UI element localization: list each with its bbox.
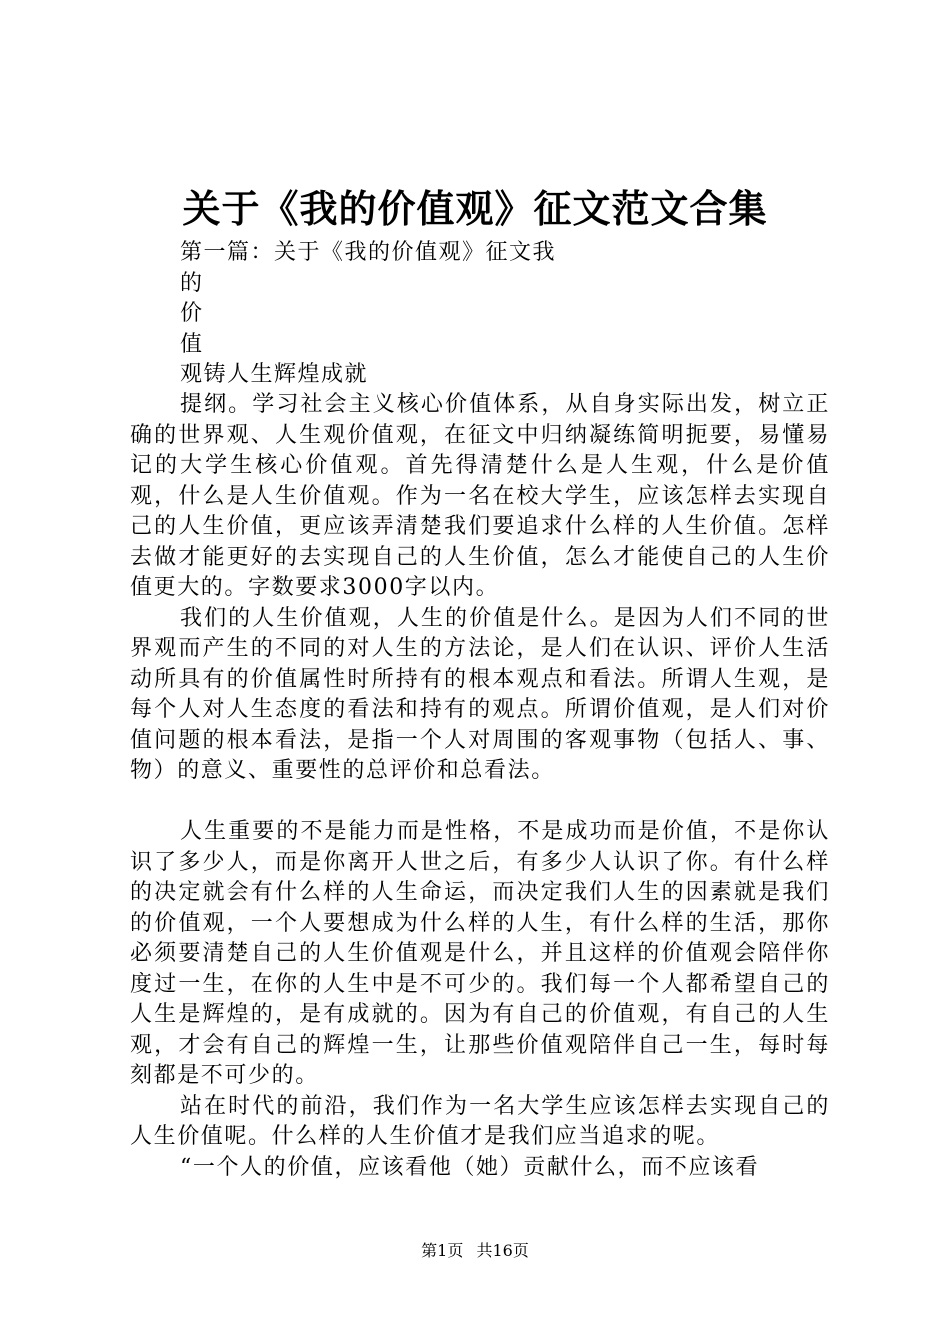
page-footer — [0, 1240, 950, 1262]
paragraph-spacer — [130, 787, 830, 818]
section-heading-line: 的 — [180, 270, 204, 296]
body-paragraph: 人生重要的不是能力而是性格，不是成功而是价值，不是你认识了多少人，而是你离开人世之后，有多少人认识了你。有什么样的决定就会有什么样的人生命运，而决定我们人生的因素就是我们的价值观，一个人要想成为什么样的人生，有什么样的生活，那你必须要清楚自己的人生价值观是什么，并且这样的价值观会陪伴你度过一生，在你的人生中是不可少的。我们每一个人都希望自己的人生是辉煌的，是有成就的。因为有自己的价值观，有自己的人生观，才会有自己的辉煌一生，让那些价值观陪伴自己一生，每时每刻都是不可少的。 — [130, 819, 830, 1088]
section-heading — [180, 238, 556, 391]
document-title: 关于《我的价值观》征文范文合集 — [182, 186, 768, 231]
document-body — [130, 390, 830, 1183]
page-number: 第1页 — [421, 1241, 464, 1260]
body-paragraph: 我们的人生价值观，人生的价值是什么。是因为人们不同的世界观而产生的不同的对人生的方法论，是人们在认识、评价人生活动所具有的价值属性时所持有的根本观点和看法。所谓人生观，是每个人对人生态度的看法和持有的观点。所谓价值观，是人们对价值问题的根本看法，是指一个人对周围的客观事物（包括人、事、物）的意义、重要性的总评价和总看法。 — [130, 605, 830, 783]
section-heading-line: 价 — [180, 301, 204, 326]
section-heading-line: 第一篇：关于《我的价值观》征文我 — [180, 240, 557, 265]
body-paragraph: 站在时代的前沿，我们作为一名大学生应该怎样去实现自己的人生价值呢。什么样的人生价值才是我们应当追求的呢。 — [130, 1093, 830, 1149]
body-paragraph: “一个人的价值，应该看他（她）贡献什么，而不应该看 — [180, 1154, 760, 1180]
section-heading-line: 值 — [180, 331, 204, 357]
section-heading-line: 观铸人生辉煌成就 — [180, 362, 369, 387]
page-total: 共16页 — [476, 1241, 529, 1260]
body-paragraph: 提纲。学习社会主义核心价值体系，从自身实际出发，树立正确的世界观、人生观价值观，在征文中归纳凝练简明扼要，易懂易记的大学生核心价值观。首先得清楚什么是人生观，什么是价值观，什么是人生价值观。作为一名在校大学生，应该怎样去实现自己的人生价值，更应该弄清楚我们要追求什么样的人生价值。怎样去做才能更好的去实现自己的人生价值，怎么才能使自己的人生价值更大的。字数要求3000字以内。 — [130, 392, 830, 600]
